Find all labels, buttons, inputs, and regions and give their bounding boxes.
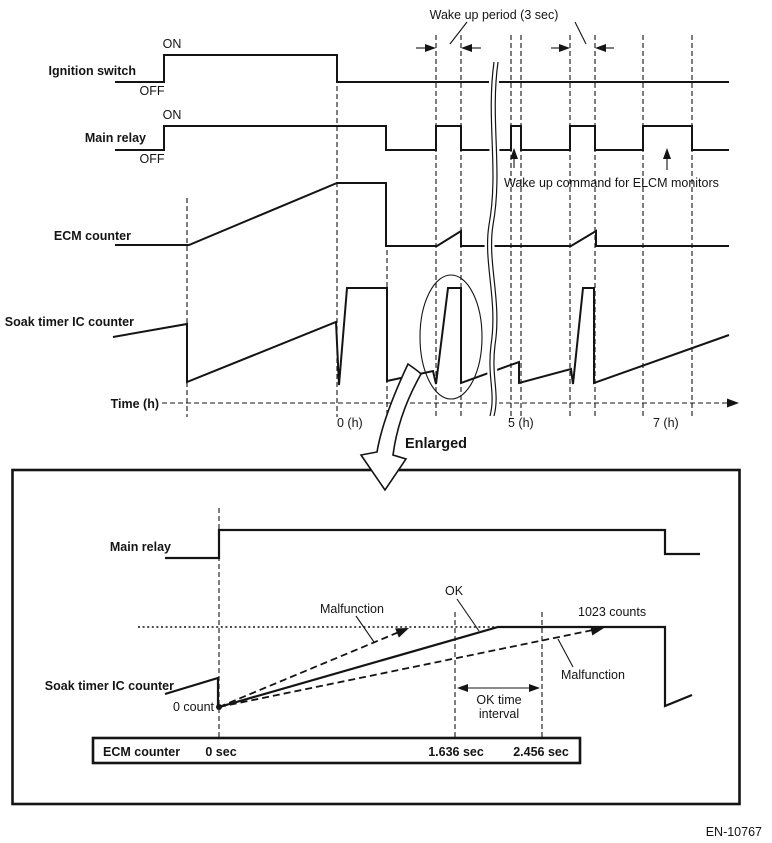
malfunction-lower-label: Malfunction — [561, 668, 625, 682]
measure-arrowhead — [461, 44, 472, 52]
ignition-switch-label: Ignition switch — [48, 64, 136, 78]
top-timing-diagram — [5, 8, 739, 430]
ok-interval-label-line1: OK time — [476, 693, 522, 707]
malfunction-slow-arrowhead — [590, 623, 605, 635]
measure-arrowhead — [595, 44, 606, 52]
enlarged-main-relay-label: Main relay — [109, 540, 171, 554]
main-relay-waveform — [115, 126, 729, 150]
leader-line — [558, 639, 573, 667]
waveform-break — [488, 62, 498, 416]
max-counts-label: 1023 counts — [578, 605, 647, 619]
tick-5h: 5 (h) — [508, 416, 534, 430]
ignition-switch-waveform — [115, 55, 729, 82]
table-value-0sec: 0 sec — [205, 745, 237, 759]
enlarged-title: Enlarged — [405, 436, 468, 452]
soak-timer-signal — [5, 288, 729, 385]
main-relay-label: Main relay — [84, 131, 146, 145]
ecm-counter-waveform — [115, 183, 729, 246]
leader-line — [450, 22, 467, 44]
wake-up-command-annotation — [504, 148, 719, 190]
wake-up-command-label: Wake up command for ELCM monitors — [504, 176, 719, 190]
time-axis-arrowhead — [727, 399, 739, 408]
table-value-1636: 1.636 sec — [428, 745, 484, 759]
soak-timer-waveform — [113, 288, 729, 385]
up-arrowhead — [663, 148, 671, 159]
main-relay-on-label: ON — [162, 108, 182, 122]
zoom-ellipse — [420, 275, 482, 399]
leader-line — [457, 599, 479, 631]
ecm-counter-table — [93, 738, 580, 763]
zero-count-label: 0 count — [172, 700, 214, 714]
enlarged-view — [13, 470, 740, 804]
table-value-2456: 2.456 sec — [513, 745, 569, 759]
wake-up-period-annotation — [416, 8, 614, 52]
malfunction-slow-ray — [219, 630, 593, 707]
ignition-off-label: OFF — [139, 84, 165, 98]
tick-7h: 7 (h) — [653, 416, 679, 430]
ecm-counter-signal — [54, 183, 729, 246]
ignition-switch-signal — [49, 37, 730, 98]
table-header: ECM counter — [103, 745, 181, 759]
ok-label: OK — [444, 584, 464, 598]
document-code: EN-10767 — [705, 825, 762, 839]
ignition-on-label: ON — [162, 37, 182, 51]
tick-0h: 0 (h) — [337, 416, 363, 430]
ecm-counter-label: ECM counter — [53, 229, 131, 243]
soak-timer-label: Soak timer IC counter — [4, 315, 134, 329]
malfunction-fast-arrowhead — [395, 623, 411, 637]
ok-interval-label-line2: interval — [478, 707, 520, 721]
enlarged-main-relay-waveform — [165, 530, 700, 558]
measure-arrowhead — [425, 44, 436, 52]
leader-line — [575, 22, 586, 44]
measure-arrowhead — [559, 44, 570, 52]
main-relay-signal — [85, 108, 729, 166]
ok-interval-arrowhead-right — [529, 684, 540, 692]
zero-count-point — [216, 704, 222, 710]
main-relay-off-label: OFF — [139, 152, 165, 166]
wake-up-period-label: Wake up period (3 sec) — [429, 8, 559, 22]
enlarged-soak-label: Soak timer IC counter — [44, 679, 174, 693]
ok-interval-arrowhead-left — [457, 684, 468, 692]
leader-line — [356, 616, 374, 642]
time-axis-label: Time (h) — [110, 397, 159, 411]
time-axis — [111, 397, 739, 430]
malfunction-fast-ray — [219, 632, 399, 707]
malfunction-upper-label: Malfunction — [320, 602, 384, 616]
